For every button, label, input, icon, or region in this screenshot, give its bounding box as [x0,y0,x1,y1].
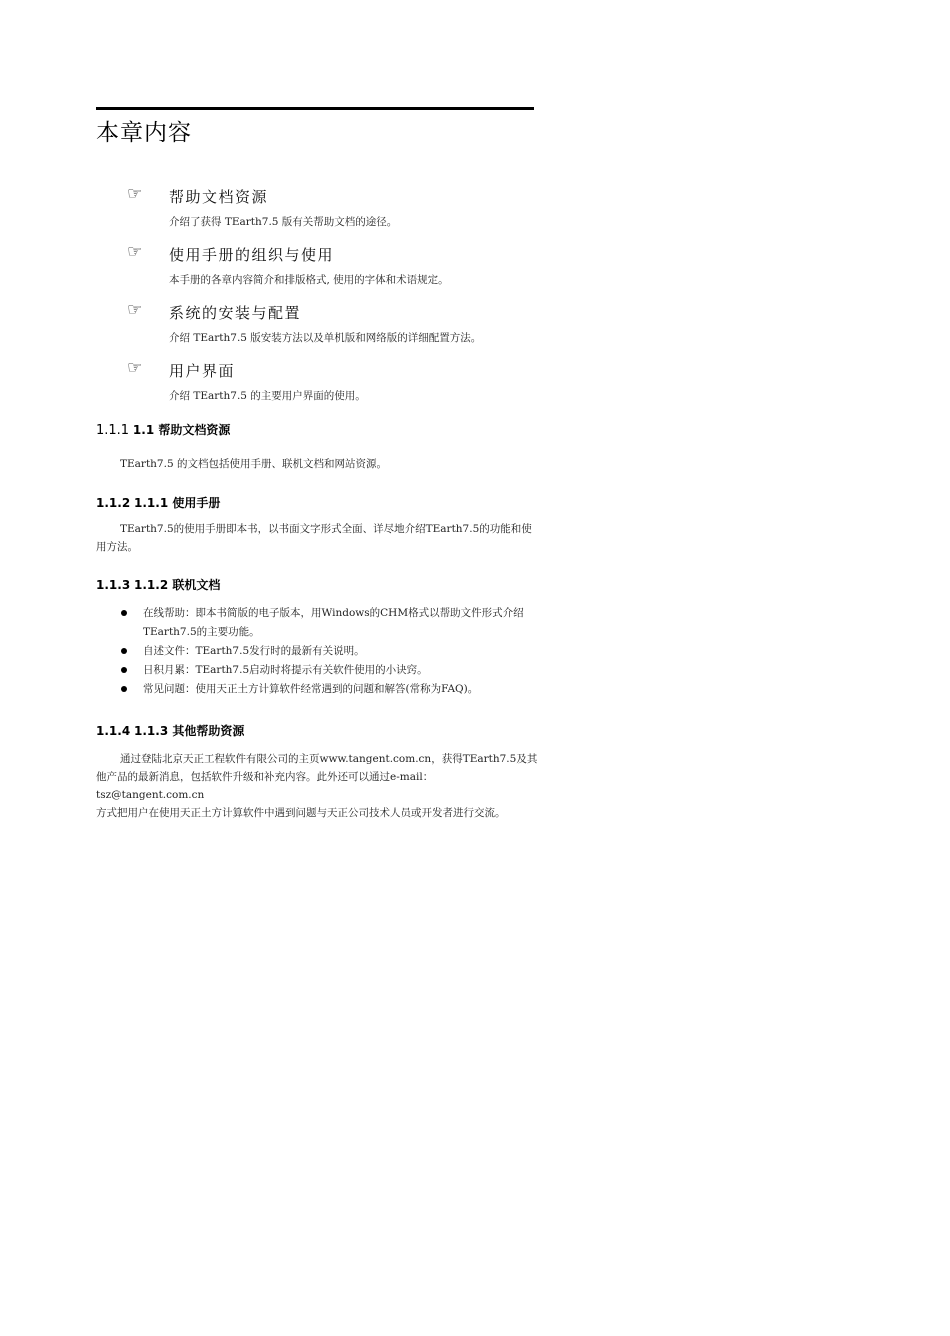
section-heading-online-docs [96,576,220,593]
paragraph-line: TEarth7.5的使用手册即本书，以书面文字形式全面、详尽地介绍TEarth7.5的功能和使 [120,523,532,535]
toc-item-title: 系统的安装与配置 [169,304,302,322]
list-item-text: 常见问题：使用天正土方计算软件经常遇到的问题和解答(常称为FAQ)。 [143,683,479,695]
section-number: 1.1.4 [96,724,131,738]
section-title: 1.1 帮助文档资源 [132,423,231,437]
list-item-text: 在线帮助：即本书简版的电子版本，用Windows的CHM格式以帮助文件形式介绍 [143,607,524,619]
list-item [118,661,538,680]
list-item-text: 自述文件：TEarth7.5发行时的最新有关说明。 [143,645,365,657]
section-heading-user-manual [96,494,220,511]
list-item [118,642,538,661]
section-number: 1.1.3 [96,578,131,592]
pointing-hand-icon: ☞ [127,358,143,378]
bullet-dot-icon [121,686,127,692]
paragraph-text: TEarth7.5 的文档包括使用手册、联机文档和网站资源。 [120,458,387,470]
bullet-dot-icon [121,667,127,673]
paragraph-other-resources [96,750,538,822]
paragraph-help-resources [96,455,538,473]
toc-item-desc: 介绍了获得 TEarth7.5 版有关帮助文档的途径。 [169,216,398,228]
section-heading-other-resources [96,722,244,739]
section-title: 1.1.1 使用手册 [134,496,221,510]
toc-item-desc: 本手册的各章内容简介和排版格式, 使用的字体和术语规定。 [169,274,449,286]
toc-item-title: 使用手册的组织与使用 [169,246,335,264]
section-heading-help-resources [96,421,230,438]
bullet-dot-icon [121,610,127,616]
pointing-hand-icon: ☞ [127,300,143,320]
list-item-text: TEarth7.5的主要功能。 [143,626,260,638]
online-docs-list [118,604,538,699]
section-number: 1.1.2 [96,496,131,510]
toc-item-desc: 介绍 TEarth7.5 的主要用户界面的使用。 [169,390,366,402]
section-title: 1.1.2 联机文档 [134,578,221,592]
paragraph-line: 方式把用户在使用天正土方计算软件中遇到问题与天正公司技术人员或开发者进行交流。 [96,807,506,819]
list-item [118,680,538,699]
paragraph-user-manual [96,520,538,556]
pointing-hand-icon: ☞ [127,184,143,204]
list-item-text: 日积月累：TEarth7.5启动时将提示有关软件使用的小诀窍。 [143,664,428,676]
section-title: 1.1.3 其他帮助资源 [134,724,245,738]
paragraph-line: 他产品的最新消息，包括软件升级和补充内容。此外还可以通过e-mail：tsz@tangent.com.cn [96,771,434,801]
list-item [118,604,538,642]
bullet-dot-icon [121,648,127,654]
toc-item-title: 用户界面 [169,362,236,380]
chapter-rule [96,107,534,110]
paragraph-line: 通过登陆北京天正工程软件有限公司的主页www.tangent.com.cn，获得TEarth7.5及其 [120,753,538,765]
paragraph-line: 用方法。 [96,541,138,553]
pointing-hand-icon: ☞ [127,242,143,262]
toc-item-desc: 介绍 TEarth7.5 版安装方法以及单机版和网络版的详细配置方法。 [169,332,482,344]
chapter-title: 本章内容 [96,120,192,146]
toc-item-title: 帮助文档资源 [169,188,269,206]
section-number: 1.1.1 [96,423,130,438]
